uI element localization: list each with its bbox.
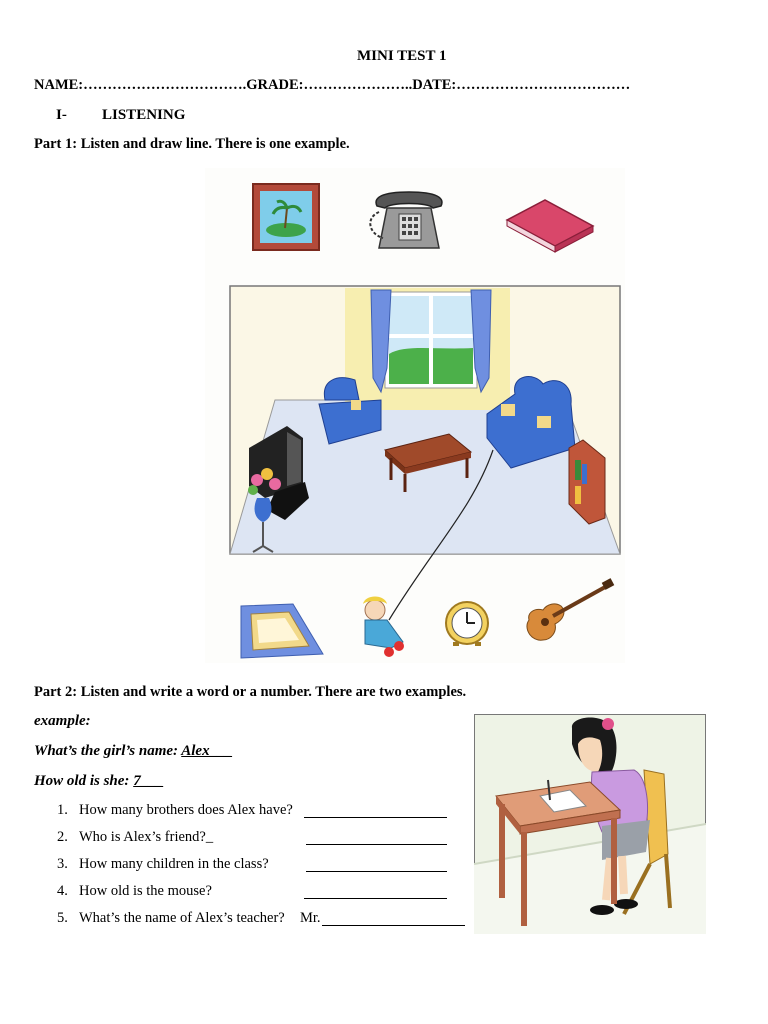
question-text: How old is the mouse?	[79, 883, 212, 899]
example1-line	[34, 742, 232, 760]
part1-illustration	[205, 168, 625, 663]
answer-blank[interactable]	[304, 882, 447, 899]
section-title: LISTENING	[102, 107, 186, 123]
example2-blank: ___	[140, 773, 164, 789]
question-number: 2.	[57, 829, 68, 845]
answer-blank[interactable]	[322, 909, 465, 926]
teacher-title-prefix: Mr.	[300, 910, 321, 926]
question-number: 4.	[57, 883, 68, 899]
window-icon	[385, 292, 477, 388]
answer-blank[interactable]	[304, 801, 447, 818]
example1-blank: ___	[209, 743, 233, 759]
section-number: I-	[56, 107, 67, 123]
question-number: 3.	[57, 856, 68, 872]
part2-instruction: Part 2: Listen and write a word or a number. There are two examples.	[34, 684, 467, 700]
picture-frame-icon	[253, 184, 319, 250]
question-text: What’s the name of Alex’s teacher?	[79, 910, 285, 926]
name-grade-date-line: NAME:…………………………….GRADE:…………………..DATE:………………………………	[34, 77, 631, 93]
example1-question: What’s the girl’s name:	[34, 743, 182, 759]
question-number: 5.	[57, 910, 68, 926]
living-room-scene	[230, 286, 620, 554]
answer-blank[interactable]	[306, 828, 447, 845]
example-label: example:	[34, 713, 91, 729]
example2-question: How old is she:	[34, 773, 134, 789]
example2-answer: 7	[133, 773, 141, 789]
part1-instruction: Part 1: Listen and draw line. There is one example.	[34, 136, 350, 152]
answer-blank[interactable]	[306, 855, 447, 872]
question-text: How many children in the class?	[79, 856, 269, 872]
example2-line	[34, 772, 163, 790]
question-text: How many brothers does Alex have?	[79, 802, 293, 818]
question-text: Who is Alex’s friend?_	[79, 829, 214, 845]
page-title: MINI TEST 1	[357, 48, 447, 64]
example1-answer: Alex	[181, 743, 210, 759]
girl-writing-illustration	[474, 714, 706, 934]
question-number: 1.	[57, 802, 68, 818]
